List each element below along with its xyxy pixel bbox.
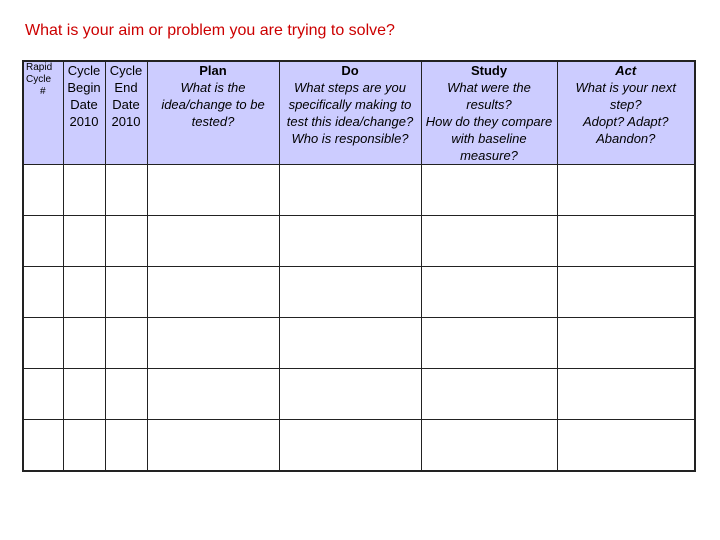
table-cell[interactable] xyxy=(421,420,557,472)
header-cycle-end-date xyxy=(105,61,147,165)
table-cell[interactable] xyxy=(23,369,63,420)
header-line: Rapid xyxy=(26,62,53,73)
table-cell[interactable] xyxy=(63,216,105,267)
header-line: How do they compare xyxy=(425,114,553,129)
header-line: Begin xyxy=(67,80,101,95)
header-line: Date xyxy=(112,97,140,112)
table-cell[interactable] xyxy=(105,165,147,216)
header-line: tested? xyxy=(191,114,235,129)
table-cell[interactable] xyxy=(63,420,105,472)
table-cell[interactable] xyxy=(147,369,279,420)
table-cell[interactable] xyxy=(23,420,63,472)
table-cell[interactable] xyxy=(105,420,147,472)
table-cell[interactable] xyxy=(279,216,421,267)
header-study xyxy=(421,61,557,165)
header-rapid-cycle-number xyxy=(23,61,63,165)
header-line: measure? xyxy=(460,148,518,163)
table-cell[interactable] xyxy=(279,267,421,318)
table-cell[interactable] xyxy=(421,216,557,267)
header-line: Date xyxy=(70,97,98,112)
table-cell[interactable] xyxy=(557,420,695,472)
header-line: Cycle xyxy=(67,63,101,78)
table-header-row xyxy=(23,61,695,165)
header-line: What is your next xyxy=(575,80,676,95)
table-cell[interactable] xyxy=(557,318,695,369)
header-line: # xyxy=(40,86,46,97)
table-cell[interactable] xyxy=(105,216,147,267)
table-cell[interactable] xyxy=(63,267,105,318)
header-line: Adopt? Adapt? xyxy=(582,114,669,129)
pdsa-worksheet-table xyxy=(22,60,696,472)
header-line: with baseline xyxy=(451,131,527,146)
table-cell[interactable] xyxy=(23,318,63,369)
table-cell[interactable] xyxy=(63,318,105,369)
table-cell[interactable] xyxy=(23,165,63,216)
header-act xyxy=(557,61,695,165)
header-heading: Study xyxy=(470,63,508,78)
table-cell[interactable] xyxy=(63,369,105,420)
table-cell[interactable] xyxy=(279,369,421,420)
header-line: test this idea/change? xyxy=(286,114,414,129)
header-line: specifically making to xyxy=(288,97,412,112)
header-line: What is the xyxy=(180,80,246,95)
table-cell[interactable] xyxy=(279,420,421,472)
header-do xyxy=(279,61,421,165)
header-line: Abandon? xyxy=(596,131,656,146)
table-cell[interactable] xyxy=(557,369,695,420)
header-line: What were the xyxy=(447,80,531,95)
header-line: Cycle xyxy=(109,63,143,78)
table-row xyxy=(23,420,695,472)
table-row xyxy=(23,369,695,420)
header-heading: Plan xyxy=(199,63,227,78)
header-plan xyxy=(147,61,279,165)
table-cell[interactable] xyxy=(421,165,557,216)
header-line: Who is responsible? xyxy=(291,131,409,146)
page-title: What is your aim or problem you are trying to solve? xyxy=(25,22,395,39)
header-line: 2010 xyxy=(111,114,141,129)
header-cycle-begin-date xyxy=(63,61,105,165)
table-body xyxy=(23,165,695,472)
table-cell[interactable] xyxy=(105,318,147,369)
header-line: What steps are you xyxy=(294,80,406,95)
table-row xyxy=(23,318,695,369)
table-cell[interactable] xyxy=(279,318,421,369)
table-row xyxy=(23,216,695,267)
table-row xyxy=(23,165,695,216)
table-cell[interactable] xyxy=(557,165,695,216)
table-cell[interactable] xyxy=(147,165,279,216)
header-line: 2010 xyxy=(69,114,99,129)
table-cell[interactable] xyxy=(63,165,105,216)
table-cell[interactable] xyxy=(421,267,557,318)
header-line: Cycle xyxy=(26,74,52,85)
table-cell[interactable] xyxy=(557,216,695,267)
table-cell[interactable] xyxy=(557,267,695,318)
header-line: idea/change to be xyxy=(161,97,265,112)
header-heading: Do xyxy=(341,63,359,78)
header-line: End xyxy=(114,80,138,95)
table-cell[interactable] xyxy=(421,318,557,369)
header-line: step? xyxy=(609,97,642,112)
table-cell[interactable] xyxy=(147,318,279,369)
table-cell[interactable] xyxy=(23,267,63,318)
table-row xyxy=(23,267,695,318)
table-cell[interactable] xyxy=(23,216,63,267)
table-cell[interactable] xyxy=(147,267,279,318)
table-cell[interactable] xyxy=(147,420,279,472)
header-heading: Act xyxy=(615,63,637,78)
table-cell[interactable] xyxy=(105,267,147,318)
table-cell[interactable] xyxy=(421,369,557,420)
header-line: results? xyxy=(466,97,512,112)
table-cell[interactable] xyxy=(147,216,279,267)
table-cell[interactable] xyxy=(105,369,147,420)
table-cell[interactable] xyxy=(279,165,421,216)
